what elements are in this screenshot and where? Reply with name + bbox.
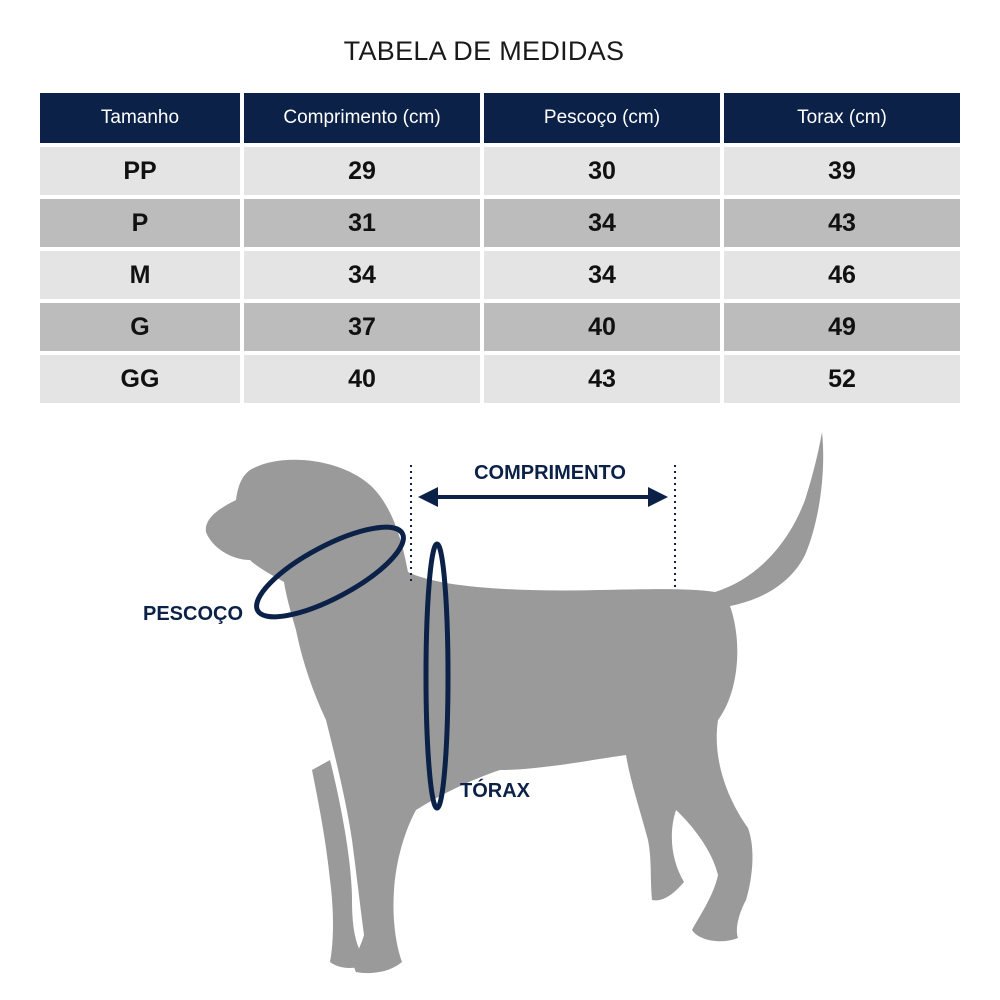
cell-pescoco: 40 [484,303,720,351]
cell-torax: 46 [724,251,960,299]
cell-size: M [40,251,240,299]
cell-size: G [40,303,240,351]
cell-pescoco: 30 [484,147,720,195]
page-title: TABELA DE MEDIDAS [343,36,625,66]
cell-torax: 52 [724,355,960,403]
size-table [40,93,960,403]
cell-pescoco: 43 [484,355,720,403]
dog-measurement-diagram [0,420,1000,1000]
cell-comprimento: 37 [244,303,480,351]
cell-comprimento: 29 [244,147,480,195]
cell-comprimento: 40 [244,355,480,403]
dog-silhouette [206,432,823,973]
comprimento-arrow [418,487,668,507]
cell-size: P [40,199,240,247]
cell-size: PP [40,147,240,195]
header-torax: Torax (cm) [724,93,960,143]
cell-comprimento: 34 [244,251,480,299]
cell-torax: 39 [724,147,960,195]
cell-pescoco: 34 [484,199,720,247]
header-comprimento: Comprimento (cm) [244,93,480,143]
cell-torax: 43 [724,199,960,247]
pescoco-label: PESCOÇO [143,603,244,625]
cell-torax: 49 [724,303,960,351]
dog-body [206,432,823,973]
cell-pescoco: 34 [484,251,720,299]
header-tamanho: Tamanho [40,93,240,143]
comprimento-label: COMPRIMENTO [474,462,626,484]
cell-size: GG [40,355,240,403]
cell-comprimento: 31 [244,199,480,247]
header-pescoco: Pescoço (cm) [484,93,720,143]
torax-label: TÓRAX [460,780,530,802]
